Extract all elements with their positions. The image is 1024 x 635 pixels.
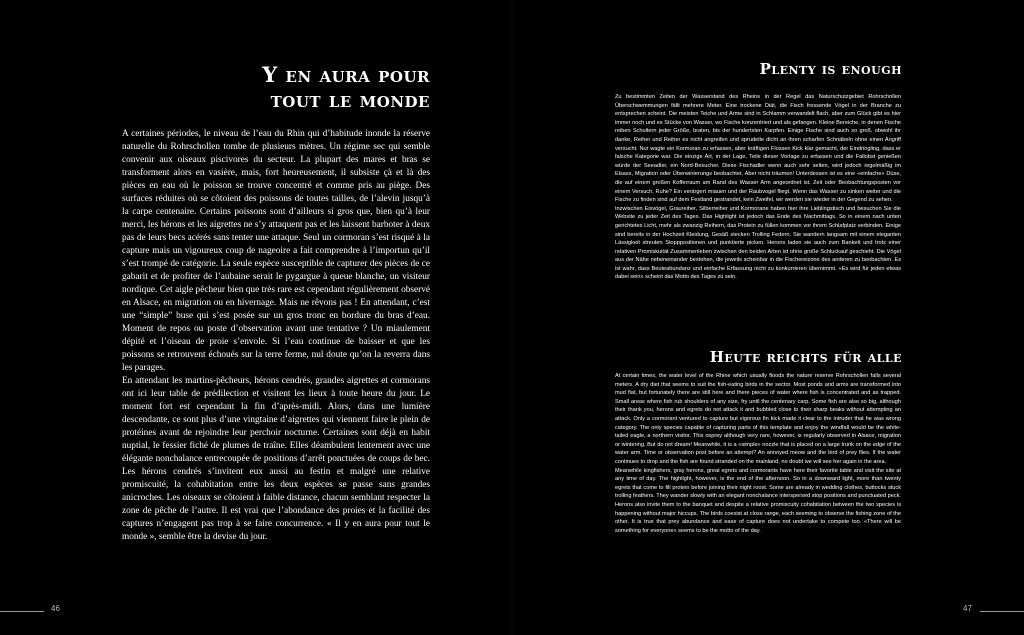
german-paragraph-2: Inzwischen Eisvögel, Graureiher, Silberreiher und Kormorane haben hier ihre Lieblingstisch und besuchen Sie die Website zu jeder Zeit des Tages. Das Highlight ist jedoch das Ende des Nachmittags. So in einem nach unten gerichtetes Licht, mehr als zwanzig Reihern, das Protein zu füllen kommen vor ihrem Schlafplatz verbinden. Einige sind bereits in der Hochzeit Kleidung, Gesäß stecken Trolling Federn. Sie wandern langsam mit einem eleganten Lässigkeit streuten Stopppositionen und punktierte picken. Herons laden sie auch zum Bankett und trotz einer relativen Promiskuität Zusammenleben zwischen den beiden Arten ist ohne große Schluckauf geschieht. Die Vögel aus der Nähe nebeneinander bestehen, die jeweils scheinbar in die Fischereizone des anderen zu beobachten. Es ist wahr, dass Beuteabundanz und einfache Erfassung nicht zu konkurrieren übernimmt. «Es wird für jeden etwas dabei sein» scheint das Motto des Tages zu sein. [615, 205, 901, 281]
german-body-text [615, 93, 901, 282]
german-title: Heute reichts für alle [709, 348, 902, 366]
left-page-title [160, 62, 430, 112]
german-paragraph-1: Zu bestimmten Zeiten der Wasserstand des Rheins in der Regel das Naturschutzgebiet Rohrschollen Überschwemmungen fällt mehrere Meter. Eine trockene Diät, die Fisch fressende Vögel in der Branche zu entsprechen scheint. Die meisten Teiche und Arme sind in Schlamm verwandelt flach, aber zum Glück gibt es hier immer noch und es Stücke von Wasser, wo Fische konzentriert und als gefangen. Kleine Bereiche, in denen Fische reiben Schultern jeder Größe, braten, bis der hundertsten Karpfen. Einige Fische sind auch so groß, obwohl ihr danke, Reiher und Reiher es nicht angreifen und sprudelte dicht an ihren scharfen Schnäbeln ohne einen Angriff versucht. Nur wagte ein Kormoran zu erfassen, aber kräftigen Flossen Kick klar gemacht, der Eindringling, dass er falsche Kategorie war. Die einzige Art, in der Lage, Teile dieser Vorlage zu erfassen und die Fallobst genießen würde der Seeadler, ein Nord-Besucher. Diese Fischadler wenn auch sehr selten, wird jedoch regelmäßig im Elsass, Migration oder Überwinterungs beobachtet. Aber nicht träumen! Unterdessen ist es eine «einfache» Düse, die auf einem großen Kofferraum am Rand des Wasser Arm angeordnet ist. Zeit oder Beobachtungsposten vor einem Versuch, Ruhe? Ein verärgert miauen und der Raubvogel fliegt. Wenn das Wasser zu sinken weiter und die Fische zu finden sind auf dem Festland gestrandet, kein Zweifel, wir werden sie wieder in der Gegend zu sehen. [615, 94, 901, 204]
english-title: Plenty is enough [759, 60, 902, 78]
title-line-2: tout le monde [270, 87, 430, 112]
french-paragraph-2: En attendant les martins-pêcheurs, hérons cendrés, grandes aigrettes et cormorans ont ici leur table de prédilection et visitent les lieux à toute heure du jour. Le moment fort est cependant la fin d’après-midi. Alors, dans une lumière descendante, ce sont plus d’une vingtaine d’aigrettes qui viennent faire le plein de protéines avant de rejoindre leur perchoir nocturne. Certaines sont déjà en habit nuptial, le fessier fiché de plumes de traîne. Elles déambulent lentement avec une élégante nonchalance entrecoupée de positions d’arrêt ponctuées de coups de bec. Les hérons cendrés s’invitent eux aussi au festin et malgré une relative promiscuité, la cohabitation entre les deux espèces se passe sans grandes anicroches. Les oiseaux se côtoient à faible distance, chacun semblant respecter la zone de pêche de l’autre. Il est vrai que l’abondance des proies et la facilité des captures n’engagent pas trop à se faire concurrence. « Il y en aura pour tout le monde », semble être la devise du jour. [122, 376, 430, 542]
right-page [512, 0, 1024, 635]
french-body-text [122, 128, 430, 544]
footer-rule-right [980, 611, 1024, 612]
page-number-left: 46 [51, 604, 60, 613]
english-body-text [615, 372, 901, 535]
french-paragraph-1: A certaines périodes, le niveau de l’eau du Rhin qui d’habitude inonde la réserve naturelle du Rohrschollen tombe de plusieurs mètres. Un régime sec qui semble convenir aux oiseaux piscivores du secteur. La plupart des mares et bras se transforment alors en vasière, mais, fort heureusement, il subsiste çà et là des pièces en eau où le poisson se trouve concentré et comme pris au piège. Des surfaces réduites où se côtoient des poissons de toutes tailles, de l’alevin jusqu’à la carpe centenaire. Certains poissons sont d’ailleurs si gros que, bien qu’à leur merci, les hérons et les aigrettes ne s’y attaquent pas et les laissent barboter à deux pas de leurs becs acérés sans tenter une attaque. Seul un cormoran s’est risqué à la capture mais un vigoureux coup de nageoire a fait comprendre à l’importun qu’il s’est trompé de catégorie. La seule espèce susceptible de capturer des pièces de ce gabarit et de profiter de l’aubaine serait le pygargue à queue blanche, un visiteur nordique. Cet aigle pêcheur bien que très rare est cependant régulièrement observé en Alsace, en migration ou en hivernage. Mais ne rêvons pas ! En attendant, c’est une “simple” buse qui s’est posée sur un gros tronc en bordure du bras d’eau. Moment de repos ou poste d’observation avant une tentative ? Un miaulement dépité et l’oiseau de proie s’envole. Si l’eau continue de baisser et que les poissons se retrouvent échoués sur la terre ferme, nul doute qu’on la reverra dans les parages. [122, 129, 430, 373]
title-line-1: Y en aura pour [262, 62, 430, 87]
english-paragraph-2: Meanwhile kingfishers, gray herons, great egrets and cormorants have here their favorite table and visit the site at any time of day. The highlight, however, is the end of the afternoon. So in a downward light, more than twenty egrets that come to fill protein before joining their night roost. Some are already in wedding clothes, buttocks stuck trolling feathers. They wander slowly with an elegant nonchalance interspersed stop positions and punctuated peck. Herons also invite them to the banquet and despite a relative promiscuity cohabitation between the two species is happening without major hiccups. The birds coexist at close range, each seeming to observe the fishing zone of the other. It is true that prey abundance and ease of capture does not undertake to compete too. «There will be something for everyone» seems to be the motto of the day. [615, 467, 901, 534]
page-number-right: 47 [963, 604, 972, 613]
english-paragraph-1: At certain times, the water level of the Rhine which usually floods the nature reserve Rohrschollen falls several meters. A dry diet that seems to suit the fish-eating birds in the sector. Most ponds and arms are transformed into mud flat, but fortunately there are still here and there pieces of water where fish is concentrated and as trapped. Small areas where fish rub shoulders of any size, fry until the centenary carp. Some fish are also so big, although their thank you, herons and egrets do not attack it and bubbled close to their sharp beaks without attempting an attack. Only a cormorant ventured to capture but vigorous fin kick made it clear to the intruder that he was wrong category. The only species capable of capturing parts of this template and enjoy the windfall would be the white-tailed eagle, a northern visitor. This osprey although very rare, however, is regularly observed in Alsace, migration or wintering. But do not dream! Meanwhile, it is a «simple» nozzle that is placed on a large trunk on the edge of the water arm. Time or observation post before an attempt? An annoyed meow and the bird of prey flies. If the water continues to drop and the fish are found stranded on the mainland, no doubt we will see her again in the area. [615, 373, 901, 465]
footer-rule-left [0, 611, 44, 612]
